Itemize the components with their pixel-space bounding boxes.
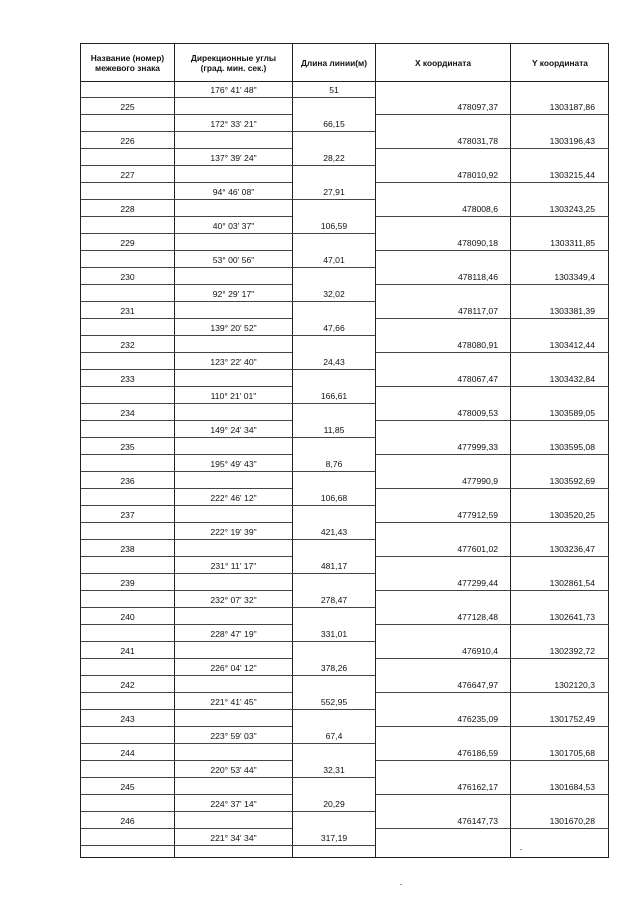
y-coordinate-cell: 1303196,43 xyxy=(549,136,595,146)
row-underline xyxy=(81,267,375,268)
direction-angle-cell: 92° 29' 17" xyxy=(212,289,255,299)
row-underline xyxy=(376,658,609,659)
row-underline xyxy=(376,522,609,523)
x-coordinate-cell: 477601,02 xyxy=(457,544,498,554)
x-coordinate-cell: 477990,9 xyxy=(462,476,498,486)
row-underline xyxy=(376,556,609,557)
row-underline xyxy=(376,590,609,591)
row-underline xyxy=(81,148,292,149)
row-underline xyxy=(81,828,292,829)
x-coordinate-cell: 477912,59 xyxy=(457,510,498,520)
y-coordinate-cell: 1303243,25 xyxy=(549,204,595,214)
x-coordinate-cell: 478117,07 xyxy=(458,306,498,316)
y-coordinate-cell: 1303381,39 xyxy=(549,306,595,316)
direction-angle-cell: 222° 46' 12" xyxy=(210,493,257,503)
line-length-cell: 166,61 xyxy=(320,391,348,401)
x-coordinate-cell: 476147,73 xyxy=(457,816,498,826)
row-underline xyxy=(81,131,375,132)
point-name-cell: 230 xyxy=(120,272,135,282)
row-underline xyxy=(376,488,609,489)
line-length-cell: 481,17 xyxy=(320,561,348,571)
x-coordinate-cell: 478008,6 xyxy=(462,204,498,214)
line-length-cell: 106,68 xyxy=(320,493,348,503)
x-coordinate-cell: 476647,97 xyxy=(457,680,498,690)
row-underline xyxy=(81,284,292,285)
header-point-name: Название (номер) межевого знака xyxy=(90,52,165,73)
x-coordinate-cell: 478097,37 xyxy=(457,102,498,112)
line-length-cell: 27,91 xyxy=(323,187,345,197)
point-name-cell: 233 xyxy=(120,374,135,384)
line-length-cell: 421,43 xyxy=(320,527,348,537)
y-coordinate-cell: 1303236,47 xyxy=(549,544,595,554)
row-underline xyxy=(81,590,292,591)
direction-angle-cell: 139° 20' 52" xyxy=(210,323,257,333)
row-underline xyxy=(81,199,375,200)
x-coordinate-cell: 476162,17 xyxy=(457,782,498,792)
y-coordinate-cell: 1303592,69 xyxy=(549,476,595,486)
line-length-cell: 11,85 xyxy=(323,425,345,435)
row-underline xyxy=(81,760,292,761)
y-coordinate-cell: 1303187,86 xyxy=(549,102,595,112)
row-underline xyxy=(81,352,292,353)
row-underline xyxy=(81,250,292,251)
boundary-coordinates-table xyxy=(80,43,609,858)
row-underline xyxy=(376,454,609,455)
row-underline xyxy=(81,505,375,506)
row-underline xyxy=(81,573,375,574)
x-coordinate-cell: 478090,18 xyxy=(457,238,498,248)
y-coordinate-cell: 1301752,49 xyxy=(549,714,595,724)
x-coordinate-cell: 478118,46 xyxy=(458,272,498,282)
y-coordinate-cell: 1301684,53 xyxy=(549,782,595,792)
row-underline xyxy=(81,114,292,115)
x-coordinate-cell: 478009,53 xyxy=(457,408,498,418)
point-name-cell: 235 xyxy=(120,442,135,452)
row-underline xyxy=(81,624,292,625)
row-underline xyxy=(81,97,375,98)
x-coordinate-cell: 476186,59 xyxy=(457,748,498,758)
line-length-cell: 278,47 xyxy=(320,595,348,605)
x-coordinate-cell: 477999,33 xyxy=(457,442,498,452)
direction-angle-cell: 149° 24' 34" xyxy=(210,425,257,435)
row-underline xyxy=(81,403,375,404)
y-coordinate-cell: 1302392,72 xyxy=(549,646,595,656)
direction-angle-cell: 123° 22' 40" xyxy=(210,357,257,367)
row-underline xyxy=(376,794,609,795)
x-coordinate-cell: 477128,48 xyxy=(457,612,498,622)
x-coordinate-cell: 476910,4 xyxy=(462,646,498,656)
point-name-cell: 238 xyxy=(120,544,135,554)
row-underline xyxy=(376,284,609,285)
row-underline xyxy=(81,777,375,778)
line-length-cell: 67,4 xyxy=(325,731,343,741)
line-length-cell: 47,01 xyxy=(323,255,345,265)
point-name-cell: 232 xyxy=(120,340,135,350)
row-underline xyxy=(376,114,609,115)
row-underline xyxy=(376,726,609,727)
row-underline xyxy=(81,335,375,336)
direction-angle-cell: 137° 39' 24" xyxy=(210,153,257,163)
row-underline xyxy=(81,165,375,166)
header-direction-angle: Дирекционные углы (град. мин. сек.) xyxy=(190,52,277,73)
row-underline xyxy=(81,794,292,795)
row-underline xyxy=(81,301,375,302)
point-name-cell: 236 xyxy=(120,476,135,486)
line-length-cell: 51 xyxy=(329,85,339,95)
point-name-cell: 237 xyxy=(120,510,135,520)
direction-angle-cell: 231° 11' 17" xyxy=(210,561,257,571)
row-underline xyxy=(81,488,292,489)
line-length-cell: 331,01 xyxy=(320,629,348,639)
x-coordinate-cell: 477299,44 xyxy=(457,578,498,588)
direction-angle-cell: 110° 21' 01" xyxy=(210,391,257,401)
row-underline xyxy=(376,420,609,421)
direction-angle-cell: 228° 47' 19" xyxy=(210,629,257,639)
header-y-coordinate: Y координата xyxy=(532,57,588,68)
row-underline xyxy=(81,233,375,234)
row-underline xyxy=(81,607,375,608)
row-underline xyxy=(376,182,609,183)
line-length-cell: 378,26 xyxy=(320,663,348,673)
x-coordinate-cell: 478010,92 xyxy=(457,170,498,180)
point-name-cell: 244 xyxy=(120,748,135,758)
row-underline xyxy=(81,369,375,370)
row-underline xyxy=(81,386,292,387)
point-name-cell: 246 xyxy=(120,816,135,826)
line-length-cell: 552,95 xyxy=(320,697,348,707)
point-name-cell: 225 xyxy=(120,102,135,112)
row-underline xyxy=(81,692,292,693)
direction-angle-cell: 221° 41' 45" xyxy=(210,697,257,707)
y-coordinate-cell: 1302861,54 xyxy=(549,578,595,588)
scan-speck xyxy=(400,884,402,885)
x-coordinate-cell: 478080,91 xyxy=(457,340,498,350)
y-coordinate-cell: 1302120,3 xyxy=(554,680,595,690)
y-coordinate-cell: 1303432,84 xyxy=(549,374,595,384)
x-coordinate-cell: 478067,47 xyxy=(457,374,498,384)
line-length-cell: 28,22 xyxy=(323,153,345,163)
row-underline xyxy=(81,471,375,472)
line-length-cell: 106,59 xyxy=(320,221,348,231)
direction-angle-cell: 222° 19' 39" xyxy=(210,527,257,537)
row-underline xyxy=(376,386,609,387)
direction-angle-cell: 40° 03' 37" xyxy=(212,221,255,231)
direction-angle-cell: 195° 49' 43" xyxy=(210,459,257,469)
point-name-cell: 234 xyxy=(120,408,135,418)
y-coordinate-cell: 1303215,44 xyxy=(549,170,595,180)
row-underline xyxy=(81,675,375,676)
row-underline xyxy=(81,318,292,319)
row-underline xyxy=(81,522,292,523)
direction-angle-cell: 53° 00' 56" xyxy=(212,255,255,265)
y-coordinate-cell: 1303311,85 xyxy=(550,238,595,248)
row-underline xyxy=(81,726,292,727)
row-underline xyxy=(81,454,292,455)
y-coordinate-cell: 1303595,08 xyxy=(549,442,595,452)
row-underline xyxy=(81,182,292,183)
row-underline xyxy=(376,318,609,319)
row-underline xyxy=(81,845,375,846)
y-coordinate-cell: 1302641,73 xyxy=(549,612,595,622)
row-underline xyxy=(376,760,609,761)
y-coordinate-cell: 1303520,25 xyxy=(549,510,595,520)
point-name-cell: 226 xyxy=(120,136,135,146)
row-underline xyxy=(376,250,609,251)
point-name-cell: 239 xyxy=(120,578,135,588)
row-underline xyxy=(81,420,292,421)
line-length-cell: 20,29 xyxy=(323,799,345,809)
point-name-cell: 241 xyxy=(120,646,135,656)
row-underline xyxy=(81,556,292,557)
x-coordinate-cell: 478031,78 xyxy=(457,136,498,146)
y-coordinate-cell: 1303589,05 xyxy=(549,408,595,418)
x-coordinate-cell: 476235,09 xyxy=(457,714,498,724)
point-name-cell: 242 xyxy=(120,680,135,690)
line-length-cell: 24,43 xyxy=(323,357,345,367)
point-name-cell: 227 xyxy=(120,170,135,180)
header-divider xyxy=(81,81,608,82)
point-name-cell: 240 xyxy=(120,612,135,622)
scan-speck xyxy=(520,849,522,850)
row-underline xyxy=(81,743,375,744)
row-underline xyxy=(81,709,375,710)
row-underline xyxy=(376,692,609,693)
row-underline xyxy=(376,828,609,829)
point-name-cell: 229 xyxy=(120,238,135,248)
direction-angle-cell: 226° 04' 12" xyxy=(210,663,257,673)
direction-angle-cell: 220° 53' 44" xyxy=(210,765,257,775)
direction-angle-cell: 224° 37' 14" xyxy=(210,799,257,809)
row-underline xyxy=(81,811,375,812)
point-name-cell: 243 xyxy=(120,714,135,724)
row-underline xyxy=(376,624,609,625)
row-underline xyxy=(81,437,375,438)
direction-angle-cell: 94° 46' 08" xyxy=(212,187,255,197)
line-length-cell: 8,76 xyxy=(325,459,343,469)
line-length-cell: 47,66 xyxy=(323,323,345,333)
direction-angle-cell: 232° 07' 32" xyxy=(210,595,257,605)
y-coordinate-cell: 1303349,4 xyxy=(554,272,595,282)
line-length-cell: 32,31 xyxy=(323,765,345,775)
point-name-cell: 228 xyxy=(120,204,135,214)
line-length-cell: 32,02 xyxy=(323,289,345,299)
row-underline xyxy=(376,148,609,149)
header-line-length: Длина линии(м) xyxy=(300,57,368,68)
y-coordinate-cell: 1301670,28 xyxy=(549,816,595,826)
header-x-coordinate: X координата xyxy=(414,57,472,68)
row-underline xyxy=(376,352,609,353)
direction-angle-cell: 176° 41' 48" xyxy=(210,85,257,95)
row-underline xyxy=(81,658,292,659)
line-length-cell: 317,19 xyxy=(320,833,348,843)
row-underline xyxy=(376,216,609,217)
row-underline xyxy=(81,539,375,540)
direction-angle-cell: 221° 34' 34" xyxy=(210,833,257,843)
y-coordinate-cell: 1303412,44 xyxy=(549,340,595,350)
line-length-cell: 66,15 xyxy=(323,119,345,129)
direction-angle-cell: 172° 33' 21" xyxy=(210,119,257,129)
y-coordinate-cell: 1301705,68 xyxy=(549,748,595,758)
row-underline xyxy=(81,216,292,217)
point-name-cell: 245 xyxy=(120,782,135,792)
row-underline xyxy=(81,641,375,642)
point-name-cell: 231 xyxy=(120,306,135,316)
direction-angle-cell: 223° 59' 03" xyxy=(210,731,257,741)
